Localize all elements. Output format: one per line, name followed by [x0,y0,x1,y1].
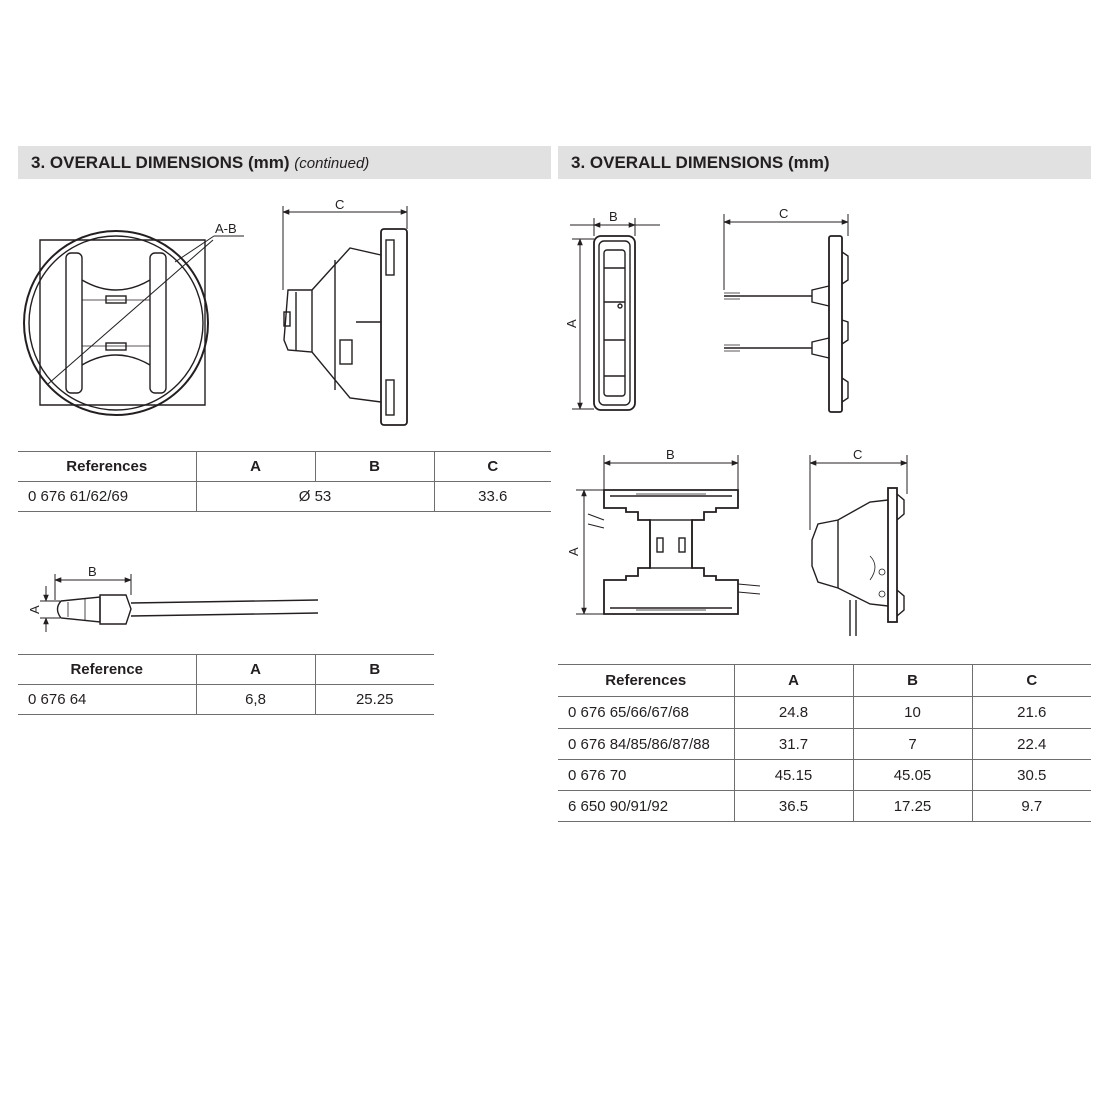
label-c-left1: C [335,197,345,212]
right-dimensions-table [558,664,1091,822]
cell-b: 10 [853,697,972,729]
label-b-square: B [666,447,675,462]
table-row [558,729,1091,760]
right-fig1-dimensions [570,214,848,409]
left-title-text: 3. OVERALL DIMENSIONS (mm) [31,153,290,172]
cell-c: 22.4 [972,729,1091,760]
left-dimensions-table [18,451,551,512]
header-b: B [315,655,434,685]
probe-cable-drawing [58,595,319,624]
cell-c: 33.6 [434,482,551,512]
table-row [558,791,1091,822]
cell-a: 6,8 [196,685,315,715]
table-row [18,482,551,512]
header-a: A [734,665,853,697]
cell-a: 31.7 [734,729,853,760]
label-a-probe: A [27,605,42,614]
cell-a: 36.5 [734,791,853,822]
header-b: B [315,452,434,482]
cell-b: 7 [853,729,972,760]
round-sensor-front-view [24,231,213,415]
header-b: B [853,665,972,697]
table-header-row [558,665,1091,697]
cell-c: 9.7 [972,791,1091,822]
cell-ab: Ø 53 [196,482,434,512]
left-fig1-dimensions [175,206,407,290]
square-sensor-side-view [812,488,904,636]
header-c: C [972,665,1091,697]
cell-ref: 0 676 64 [18,685,196,715]
cell-ref: 0 676 84/85/86/87/88 [558,729,734,760]
probe-dimensions-table [18,654,434,715]
label-b-probe: B [88,564,97,579]
header-c: C [434,452,551,482]
table-row [558,697,1091,729]
cell-b: 25.25 [315,685,434,715]
round-sensor-side-view [284,229,407,425]
label-a-square: A [566,547,581,556]
right-title-text: 3. OVERALL DIMENSIONS (mm) [571,153,830,172]
flat-sensor-front-view [594,236,635,410]
header-a: A [196,452,315,482]
label-c-flat: C [779,206,789,221]
cell-ref: 0 676 61/62/69 [18,482,196,512]
flat-sensor-side-view [724,236,848,412]
header-reference: Reference [18,655,196,685]
cell-b: 45.05 [853,760,972,791]
cell-b: 17.25 [853,791,972,822]
header-references: References [558,665,734,697]
square-sensor-front-view [588,490,760,614]
cell-ref: 6 650 90/91/92 [558,791,734,822]
header-a: A [196,655,315,685]
label-b-flat: B [609,209,618,224]
right-fig2-dimensions [576,455,907,614]
cell-a: 24.8 [734,697,853,729]
cell-a: 45.15 [734,760,853,791]
label-ab: A-B [215,221,237,236]
table-row [18,685,434,715]
cell-c: 21.6 [972,697,1091,729]
table-header-row [18,452,551,482]
cell-c: 30.5 [972,760,1091,791]
label-c-square: C [853,447,863,462]
cell-ref: 0 676 65/66/67/68 [558,697,734,729]
left-title-continued: (continued) [294,155,370,172]
table-row [558,760,1091,791]
cell-ref: 0 676 70 [558,760,734,791]
label-a-flat: A [564,319,579,328]
table-header-row [18,655,434,685]
header-references: References [18,452,196,482]
